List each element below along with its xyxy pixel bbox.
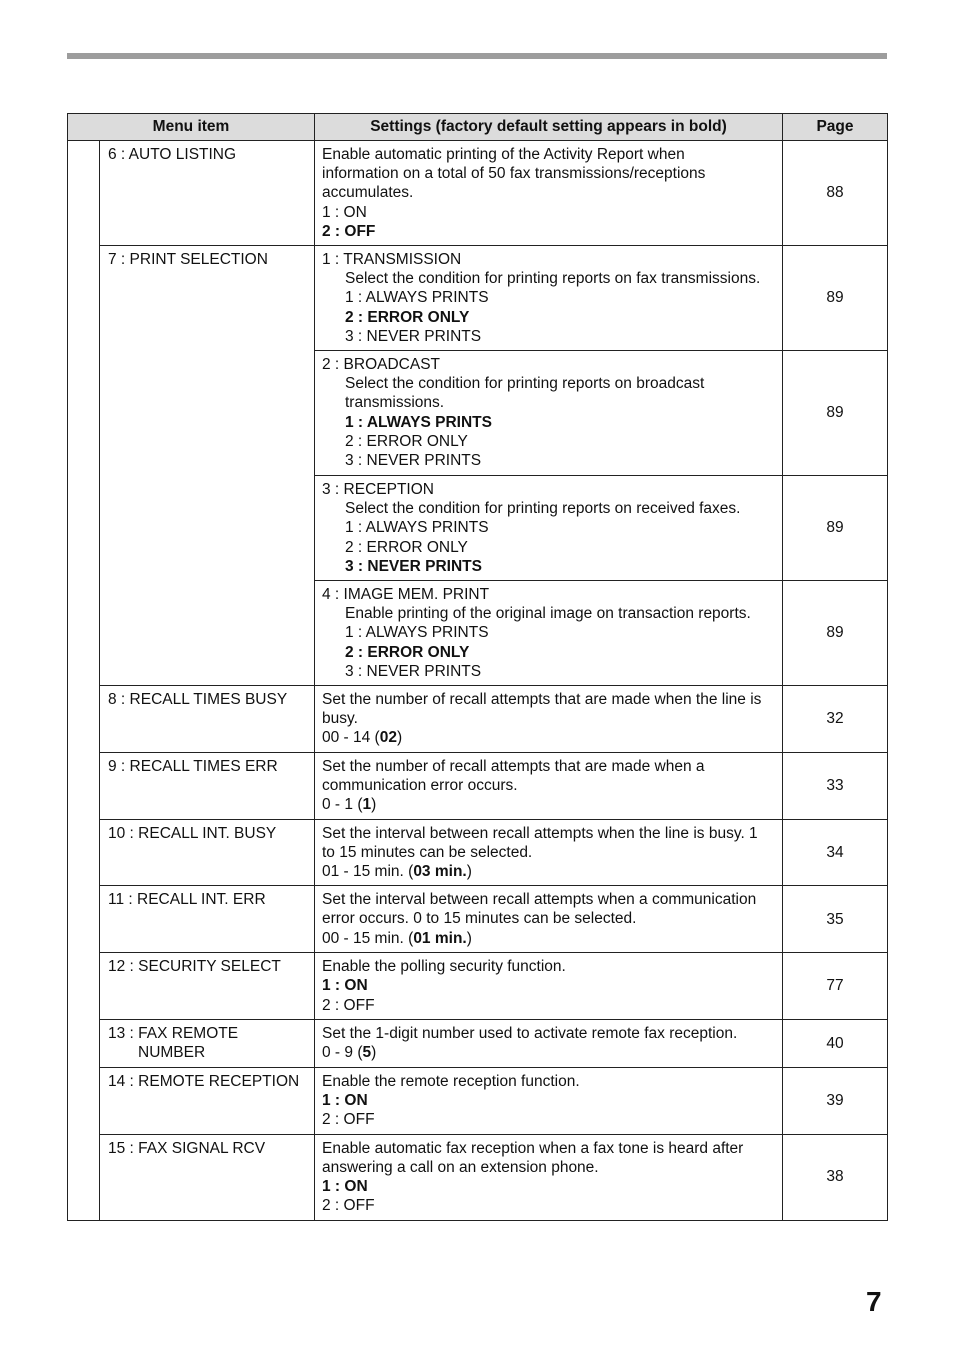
setting-line: Select the condition for printing reports on broadcast [345,375,705,393]
page-ref-cell: 89 [783,246,888,351]
page-ref-cell: 77 [783,953,888,1020]
settings-cell [315,581,783,686]
setting-range-close: ) [466,863,472,881]
table-row [68,1019,888,1067]
setting-line: Set the number of recall attempts that are made when the line is [322,691,762,709]
settings-cell [315,1134,783,1220]
setting-line: 1 : ON [322,1177,368,1195]
setting-line: 1 : ON [322,1092,368,1110]
indent-gutter [68,141,100,1221]
menu-item-label: 7 : PRINT SELECTION [108,251,268,269]
settings-cell [315,819,783,886]
setting-line: 1 : ON [322,977,368,995]
table-row [68,819,888,886]
setting-line: Set the number of recall attempts that are made when a [322,757,705,775]
setting-range-text: 01 - 15 min. ( [322,863,414,881]
table-row [68,686,888,753]
settings-cell [315,953,783,1020]
setting-line: Enable automatic fax reception when a fax tone is heard after [322,1139,744,1157]
menu-item-label: 11 : RECALL INT. ERR [108,891,266,909]
header-page: Page [783,114,888,141]
settings-table [67,113,888,1221]
setting-line: 2 : BROADCAST [322,356,440,374]
menu-item-label: 10 : RECALL INT. BUSY [108,824,277,842]
setting-line: 1 : TRANSMISSION [322,251,462,269]
setting-line: 2 : OFF [322,222,376,240]
setting-line: Select the condition for printing reports on fax transmissions. [345,270,761,288]
setting-line: error occurs. 0 to 15 minutes can be selected. [322,910,637,928]
menu-item-cell [100,246,315,686]
settings-cell [315,141,783,246]
setting-line: 1 : ALWAYS PRINTS [345,624,489,642]
setting-range-close: ) [371,1044,377,1062]
table-row [68,1134,888,1220]
menu-item-cell [100,953,315,1020]
default-value: 5 [362,1044,372,1062]
menu-item-label: 15 : FAX SIGNAL RCV [108,1139,266,1157]
setting-line: 2 : OFF [322,1197,375,1215]
setting-line: Set the interval between recall attempts when the line is busy. 1 [322,824,758,842]
setting-line: to 15 minutes can be selected. [322,843,533,861]
setting-line: 1 : ALWAYS PRINTS [345,289,489,307]
setting-line [322,862,776,881]
settings-cell [315,886,783,953]
page-ref-cell: 89 [783,476,888,581]
setting-line: 2 : ERROR ONLY [345,538,468,556]
table-row [68,752,888,819]
menu-item-cell [100,1134,315,1220]
setting-line: 2 : ERROR ONLY [345,643,470,661]
menu-item-cell [100,752,315,819]
table-header-row [68,114,888,141]
menu-item-label: 12 : SECURITY SELECT [108,958,281,976]
table-row [68,1067,888,1134]
page-ref-cell: 35 [783,886,888,953]
setting-range-close: ) [371,796,377,814]
settings-cell [315,1067,783,1134]
menu-item-label: 13 : FAX REMOTE [108,1024,239,1042]
setting-line: Enable the remote reception function. [322,1072,580,1090]
setting-range-text: 0 - 1 ( [322,796,363,814]
setting-line: 1 : ON [322,203,367,221]
menu-item-label: 14 : REMOTE RECEPTION [108,1072,300,1090]
page-ref-cell: 33 [783,752,888,819]
menu-item-cell [100,819,315,886]
page-ref-cell: 89 [783,351,888,476]
table-body [68,141,888,1221]
menu-item-cell [100,686,315,753]
setting-line [322,929,776,948]
table-row [68,953,888,1020]
setting-line: 3 : NEVER PRINTS [345,452,482,470]
setting-line [322,1043,776,1062]
settings-cell [315,351,783,476]
page-number: 7 [866,1286,882,1317]
menu-item-label: 8 : RECALL TIMES BUSY [108,691,288,709]
menu-item-cell [100,1019,315,1067]
setting-line: 3 : NEVER PRINTS [345,557,482,575]
setting-line: 3 : NEVER PRINTS [345,327,482,345]
table-row [68,886,888,953]
setting-line: 2 : ERROR ONLY [345,308,470,326]
setting-line: 2 : OFF [322,1111,375,1129]
page-ref-cell: 39 [783,1067,888,1134]
settings-cell [315,686,783,753]
setting-range-close: ) [396,729,403,747]
setting-line: 2 : OFF [322,996,375,1014]
default-value: 1 [362,796,372,814]
setting-line: Set the interval between recall attempts when a communication [322,891,757,909]
setting-line: Select the condition for printing reports on received faxes. [345,500,741,518]
setting-line: answering a call on an extension phone. [322,1158,599,1176]
settings-cell [315,476,783,581]
setting-line: Enable printing of the original image on transaction reports. [345,605,751,623]
setting-line [322,795,776,814]
setting-line [322,728,776,747]
settings-cell [315,246,783,351]
header-menu-item: Menu item [68,114,315,141]
setting-range-close: ) [466,929,472,947]
menu-item-cell [100,141,315,246]
setting-line: 1 : ALWAYS PRINTS [345,413,492,431]
setting-range-text: 00 - 14 ( [322,729,380,747]
settings-cell [315,1019,783,1067]
menu-item-label: 6 : AUTO LISTING [108,146,237,163]
page-ref-cell: 89 [783,581,888,686]
page-ref-cell: 40 [783,1019,888,1067]
default-value: 01 min. [413,929,467,947]
setting-line: Enable the polling security function. [322,958,566,976]
header-settings: Settings (factory default setting appears in bold) [315,114,783,141]
setting-line: transmissions. [345,394,445,412]
menu-item-label: 9 : RECALL TIMES ERR [108,757,278,775]
page-ref-cell: 32 [783,686,888,753]
setting-line: accumulates. [322,184,414,202]
setting-line: communication error occurs. [322,776,518,794]
table-row [68,246,888,351]
setting-range-text: 0 - 9 ( [322,1044,363,1062]
setting-line: 4 : IMAGE MEM. PRINT [322,586,490,604]
setting-range-text: 00 - 15 min. ( [322,929,414,947]
top-rule [67,53,887,59]
menu-item-label: NUMBER [138,1044,206,1062]
setting-line: Enable automatic printing of the Activity Report when [322,146,685,163]
default-value: 03 min. [413,863,467,881]
setting-line: information on a total of 50 fax transmissions/receptions [322,165,706,183]
menu-item-cell [100,1067,315,1134]
default-value: 02 [379,729,397,747]
setting-line: 3 : RECEPTION [322,481,434,499]
setting-line: busy. [322,710,358,728]
setting-line: 3 : NEVER PRINTS [345,662,482,680]
page-ref-cell: 88 [783,141,888,246]
menu-item-cell [100,886,315,953]
page-ref-cell: 34 [783,819,888,886]
setting-line: 2 : ERROR ONLY [345,432,468,450]
setting-line: Set the 1-digit number used to activate remote fax reception. [322,1024,738,1042]
settings-cell [315,752,783,819]
page-ref-cell: 38 [783,1134,888,1220]
table-row [68,141,888,246]
setting-line: 1 : ALWAYS PRINTS [345,519,489,537]
